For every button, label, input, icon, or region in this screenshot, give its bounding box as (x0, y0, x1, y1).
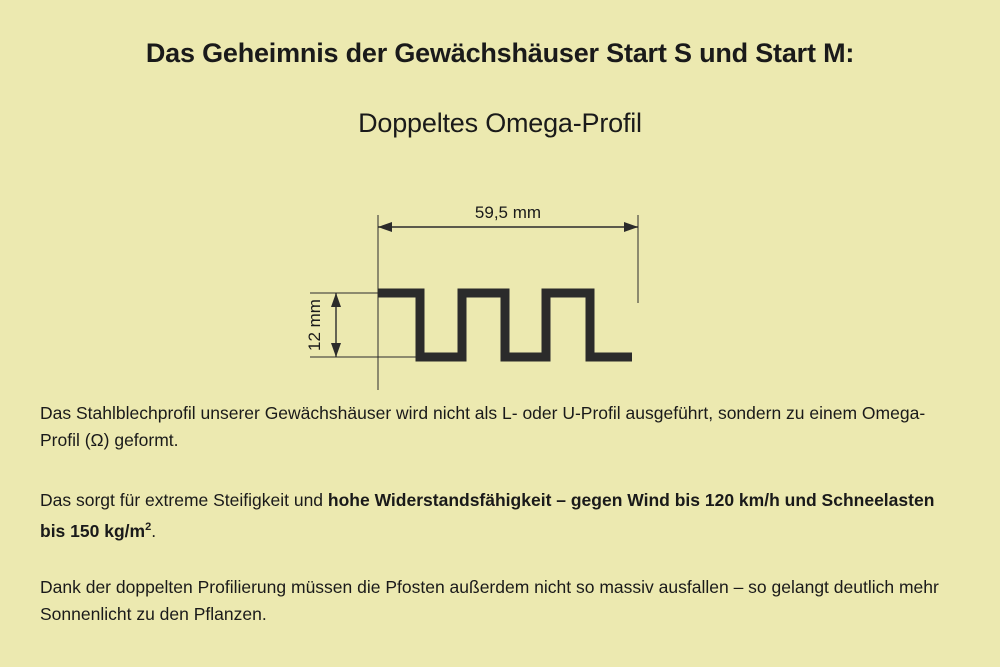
arrow-up-icon (331, 293, 341, 307)
paragraph-1-text: Das Stahlblechprofil unserer Gewächshäuser wird nicht als L- oder U-Profil ausgeführt, sondern zu einem Omega-Profil (Ω) geformt. (40, 403, 926, 450)
page-subtitle: Doppeltes Omega-Profil (358, 108, 642, 138)
omega-profile-svg (270, 185, 690, 390)
page-title: Das Geheimnis der Gewächshäuser Start S und Start M: (145, 38, 855, 68)
paragraph-2-text-tail: . (151, 520, 157, 541)
arrow-down-icon (331, 343, 341, 357)
paragraph-3 (40, 574, 958, 628)
width-label: 59,5 mm (474, 203, 542, 222)
arrow-right-icon (624, 222, 638, 232)
paragraph-2-superscript: 2 (145, 521, 152, 533)
profile-outline (378, 293, 632, 357)
paragraph-2 (40, 487, 958, 545)
paragraph-1 (40, 400, 958, 454)
paragraph-3-text: Dank der doppelten Profilierung müssen die Pfosten außerdem nicht so massiv ausfallen – so gelangt deutlich mehr Sonnenlicht zu den Pflanzen. (40, 577, 939, 624)
paragraph-2-text-bold: hohe Widerstandsfähigkeit – gegen Wind bis 120 km/h und Schneelasten bis 150 kg/m (40, 490, 935, 541)
arrow-left-icon (378, 222, 392, 232)
paragraph-2-text-lead: Das sorgt für extreme Steifigkeit und (40, 490, 328, 510)
height-label: 12 mm (305, 299, 324, 351)
omega-profile-diagram (270, 185, 690, 385)
